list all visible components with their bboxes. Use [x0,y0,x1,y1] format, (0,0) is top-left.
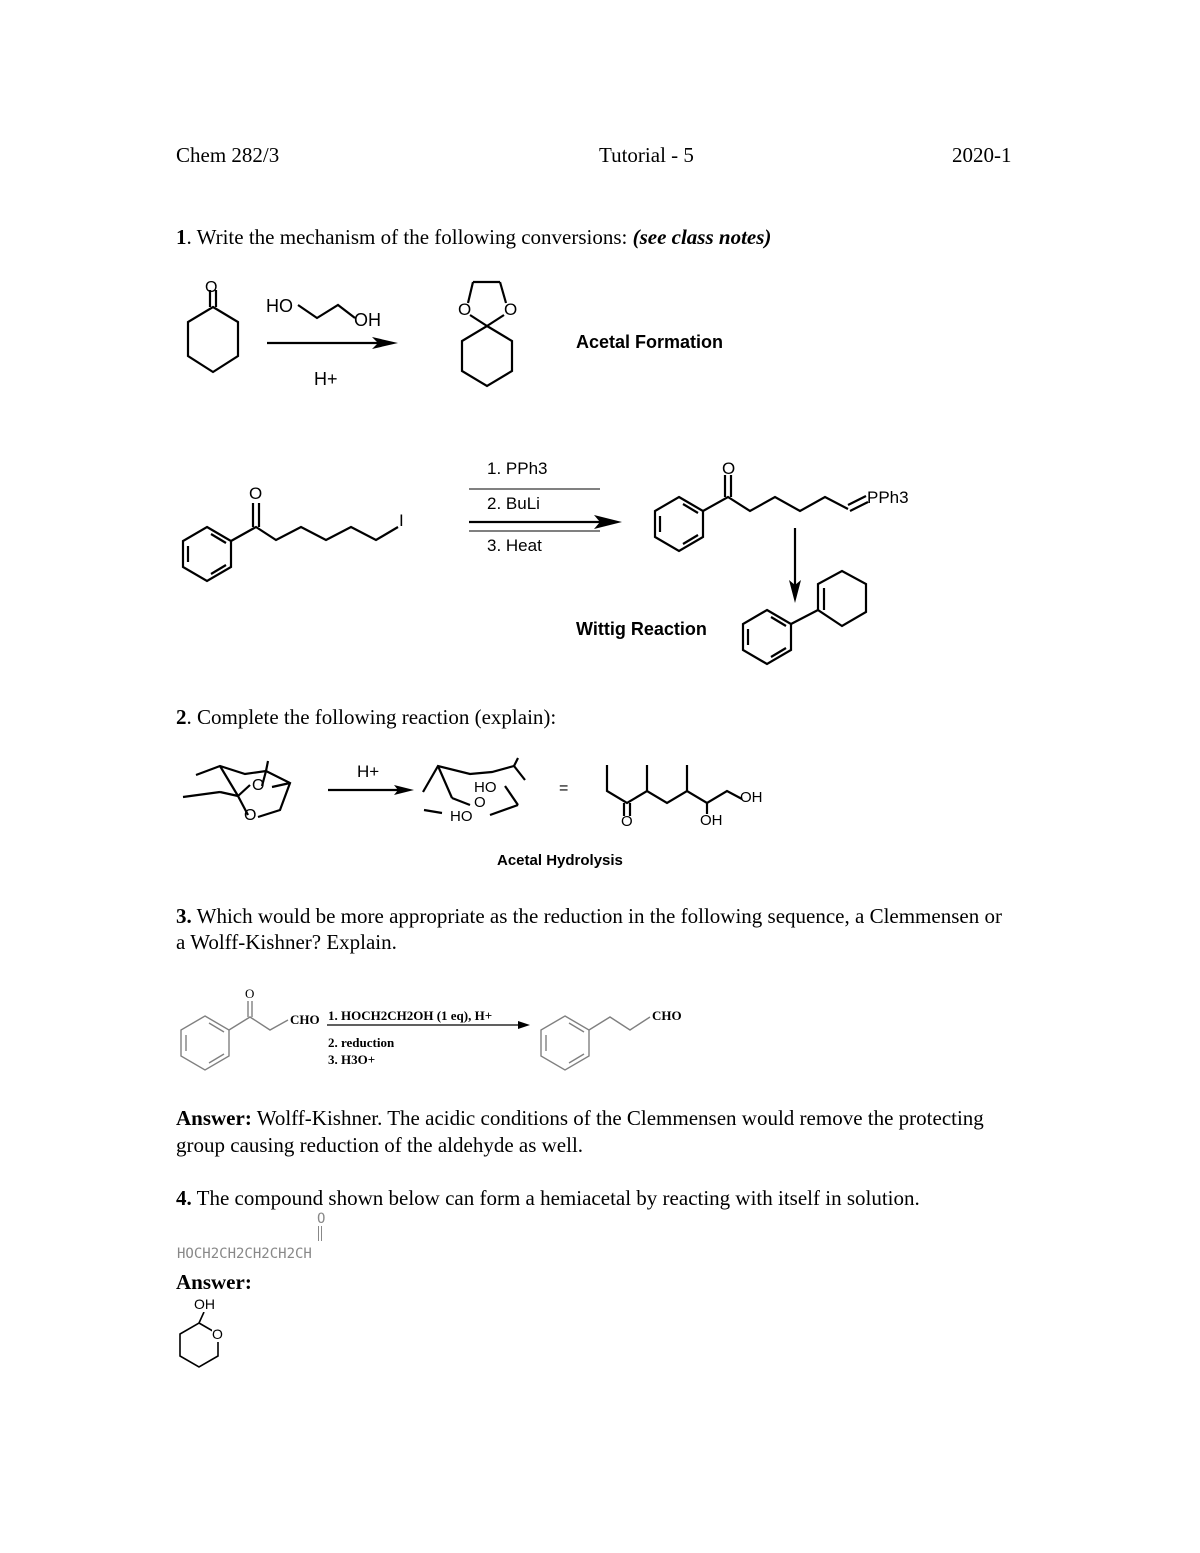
question-number: 1 [176,225,187,249]
question-number: 2 [176,705,187,729]
question-emphasis: (see class notes) [632,225,772,249]
equals-sign: = [559,780,569,797]
question-number: 4. [176,1186,192,1210]
ho-label-lower: HO [450,808,473,825]
molecular-formula: HOCH2CH2CH2CH2CH [177,1246,312,1262]
acetal-o-upper: O [252,777,265,794]
start-o-label: O [245,986,255,1001]
reagent-oh-label: OH [354,310,381,330]
ketone-o-label: O [474,794,486,811]
product-o-label: O [722,459,736,478]
iodide-label: I [399,511,404,530]
sequence-step-2: 2. reduction [328,1035,395,1050]
question-text: The compound shown below can form a hemiacetal by reacting with itself in solution. [191,1186,920,1210]
sequence-step-1: 1. HOCH2CH2OH (1 eq), H+ [328,1008,493,1023]
hemiacetal-ring-o-label: O [212,1326,223,1342]
acetal-hydrolysis-caption: Acetal Hydrolysis [497,852,623,869]
answer-label: Answer: [176,1106,252,1130]
question-text: . Write the mechanism of the following conversions: [186,225,633,249]
document-title: Tutorial - 5 [599,143,694,167]
acid-label: H+ [357,762,380,781]
product-cho-label: CHO [652,1008,682,1023]
chain-ketone-o: O [621,813,633,830]
step-2-label: 2. BuLi [487,494,540,513]
answer-text: Wolff-Kishner. The acidic conditions of the Clemmensen would remove the protecting group causing reduction of the aldehyde as well. [176,1106,984,1157]
acid-catalyst-label: H+ [314,369,338,389]
sequence-step-3: 3. H3O+ [328,1052,376,1067]
ho-label-upper: HO [474,779,497,796]
question-text: . Complete the following reaction (explain): [186,705,557,729]
ylide-pph3-label: PPh3 [867,488,909,507]
ketone-o-label: O [249,484,263,503]
secondary-oh: OH [700,812,723,829]
acetal-formation-label: Acetal Formation [576,332,724,352]
step-3-label: 3. Heat [487,536,542,555]
acetal-o-lower: O [244,807,257,824]
course-code: Chem 282/3 [176,143,280,167]
carbonyl-o-label: O [205,279,218,296]
formula-carbonyl-o: O [317,1211,326,1227]
answer-label: Answer: [176,1270,252,1294]
wittig-reaction-label: Wittig Reaction [576,619,707,639]
terminal-oh: OH [740,789,763,806]
term: 2020-1 [952,143,1012,167]
ketal-o-left: O [458,300,472,319]
question-number: 3. [176,904,192,928]
start-cho-label: CHO [290,1012,320,1027]
question-text: Which would be more appropriate as the reduction in the following sequence, a Clemmensen or a Wolff-Kishner? Explain. [176,904,1002,954]
ketal-o-right: O [504,300,518,319]
step-1-label: 1. PPh3 [487,459,548,478]
hemiacetal-oh-label: OH [194,1296,215,1312]
reagent-ho-label: HO [266,296,293,316]
